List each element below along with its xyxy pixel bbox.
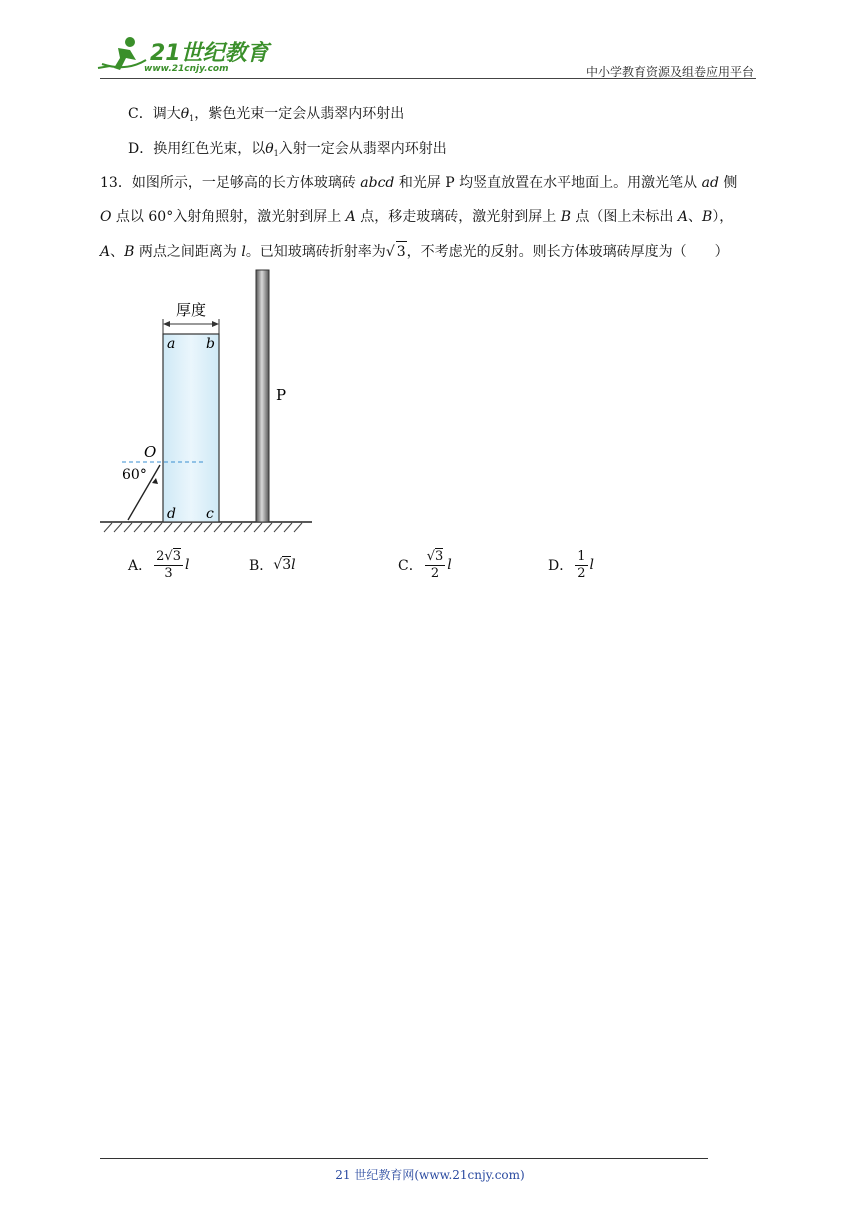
prev-option-d: D．换用红色光束，以$\theta_1$入射一定会从翡翠内环射出: [128, 141, 447, 158]
corner-c: c: [206, 506, 214, 522]
light-screen-P: [256, 270, 269, 522]
angle-label: 60°: [122, 467, 147, 483]
glass-brick-figure: [100, 262, 320, 534]
footer-divider: [100, 1158, 708, 1159]
glass-brick: [163, 334, 219, 522]
logo-url: www.21cnjy.com: [144, 64, 229, 74]
answer-options: [100, 540, 660, 590]
page-header: [0, 0, 860, 90]
option-b[interactable]: B． √3 l: [249, 557, 296, 574]
option-c-fraction: $\frac{√3}{2}$: [426, 548, 444, 581]
corner-a: a: [167, 336, 176, 352]
corner-b: b: [206, 336, 215, 352]
screen-P-label: P: [276, 386, 287, 404]
prev-option-c: C．调大$\theta_1$，紫色光束一定会从翡翠内环射出: [128, 106, 405, 123]
option-d[interactable]: D． $\frac{1}{2}$ l: [548, 548, 594, 581]
question-13-line-1: 13．如图所示，一足够高的长方体玻璃砖 abcd 和光屏 P 均竖直放置在水平地面上。用激光笔从 ad 侧: [100, 175, 738, 191]
logo-text: 21世纪教育: [150, 41, 269, 66]
sqrt-symbol: √ 3: [386, 241, 407, 262]
question-13-line-3: A、B 两点之间距离为 l。已知玻璃砖折射率为√ 3，不考虑光的反射。则长方体玻璃砖厚度为（ ）: [100, 241, 729, 262]
option-a-fraction: $\frac{2√3}{3}$: [156, 548, 181, 581]
thickness-label: 厚度: [175, 301, 207, 319]
corner-d: d: [167, 506, 176, 522]
footer-text[interactable]: 21 世纪教育网(www.21cnjy.com): [335, 1168, 525, 1182]
option-c[interactable]: C． $\frac{√3}{2}$ l: [398, 548, 452, 581]
option-a[interactable]: A． $\frac{2√3}{3}$ l: [128, 548, 190, 581]
question-13-line-2: O 点以 60°入射角照射，激光射到屏上 A 点，移走玻璃砖，激光射到屏上 B 点（图上未标出 A、B），: [100, 209, 734, 225]
option-d-fraction: $\frac{1}{2}$: [577, 548, 586, 581]
header-divider: [100, 78, 756, 79]
platform-title: 中小学教育资源及组卷应用平台: [585, 65, 754, 79]
ground-hatch: [100, 522, 312, 532]
point-O-label: O: [144, 443, 157, 461]
